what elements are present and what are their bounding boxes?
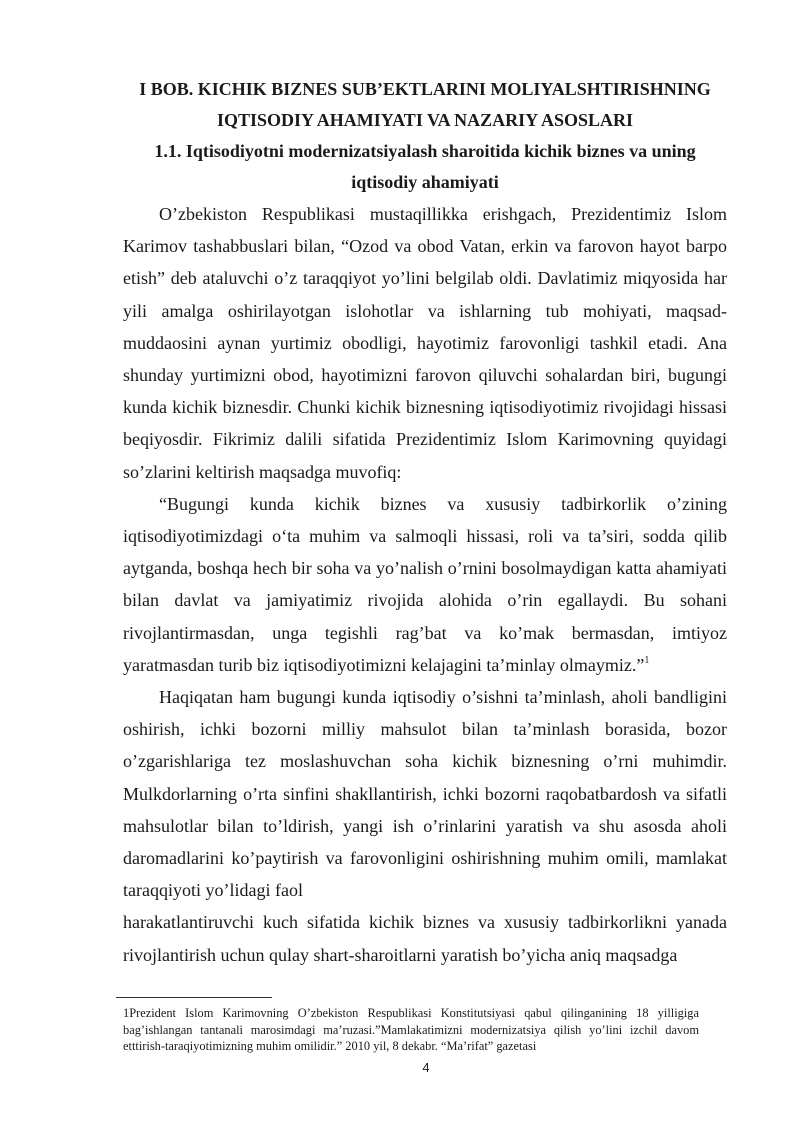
chapter-title-line1: I BOB. KICHIK BIZNES SUB’EKTLARINI MOLIYALSHTIRISHNING — [139, 79, 711, 99]
body-paragraph-quote — [123, 488, 727, 681]
section-title — [123, 136, 727, 198]
section-title-line1: 1.1. Iqtisodiyotni modernizatsiyalash sharoitida kichik biznes va uning — [154, 141, 696, 161]
chapter-title — [123, 74, 727, 136]
body-paragraph-1: O’zbekiston Respublikasi mustaqillikka erishgach, Prezidentimiz Islom Karimov tashabbuslari bilan, “Ozod va obod Vatan, erkin va farovon hayot barpo etish” deb ataluvchi o’z taraqqiyot yo’lini belgilab oldi. Davlatimiz miqyosida har yili amalga oshirilayotgan islohotlar va ishlarning tub mohiyati, maqsad-muddaosini aynan yurtimiz obodligi, hayotimiz farovonligi tashkil etadi. Ana shunday yurtimizni obod, hayotimizni farovon qiluvchi sohalardan biri, bugungi kunda kichik biznesdir. Chunki kichik biznesning iqtisodiyotimiz rivojidagi hissasi beqiyosdir. Fikrimiz dalili sifatida Prezidentimiz Islom Karimovning quyidagi so’zlarini keltirish maqsadga muvofiq: — [123, 204, 727, 482]
page-number: 4 — [422, 1060, 430, 1075]
document-page — [123, 74, 727, 971]
section-title-line2: iqtisodiy ahamiyati — [351, 172, 499, 192]
footnote-divider — [116, 997, 272, 998]
quote-text: “Bugungi kunda kichik biznes va xususiy tadbirkorlik o’zining iqtisodiyotimizdagi o‘ta muhim va salmoqli hissasi, roli va ta’siri, sodda qilib aytganda, boshqa hech bir soha va yo’nalish o’rnini bosolmaydigan katta ahamiyati bilan davlat va jamiyatimiz rivojida alohida o’rin egallaydi. Bu sohani rivojlantirmasdan, unga tegishli rag’bat va ko’mak bermasdan, imtiyoz yaratmasdan turib biz iqtisodiyotimizni kelajagini ta’minlay olmaymiz.” — [123, 493, 727, 675]
chapter-title-line2: IQTISODIY AHAMIYATI VA NAZARIY ASOSLARI — [216, 110, 634, 130]
body-paragraph-4: harakatlantiruvchi kuch sifatida kichik biznes va xususiy tadbirkorlikni yanada rivojlantirish uchun qulay shart-sharoitlarni yaratish bo’yicha aniq maqsadga — [123, 912, 727, 965]
body-paragraph-3: Haqiqatan ham bugungi kunda iqtisodiy o’sishni ta’minlash, aholi bandligini oshirish, ichki bozorni milliy mahsulot bilan ta’minlash borasida, bozor o’zgarishlariga tez moslashuvchan soha kichik biznesning o’rni muhimdir. Mulkdorlarning o’rta sinfini shakllantirish, ichki bozorni raqobatbardosh va sifatli mahsulotlar bilan to’ldirish, yangi ish o’rinlarini yaratish va shu asosda aholi daromadlarini ko’paytirish va farovonligini oshirishning muhim omili, mamlakat taraqqiyoti yo’lidagi faol — [123, 687, 727, 901]
footnote-reference[interactable]: 1 — [644, 654, 650, 666]
footnote: 1Prezident Islom Karimovning O’zbekiston Respublikasi Konstitutsiyasi qabul qilinganining 18 yilligiga bag’ishlangan tantanali marosimdagi ma’ruzasi.”Mamlakatimizni modernizatsiya qilish yo’lini izchil davom etttirish-taraqiyotimizning muhim omilidir.” 2010 yil, 8 dekabr. “Ma’rifat” gazetasi — [123, 1006, 699, 1053]
